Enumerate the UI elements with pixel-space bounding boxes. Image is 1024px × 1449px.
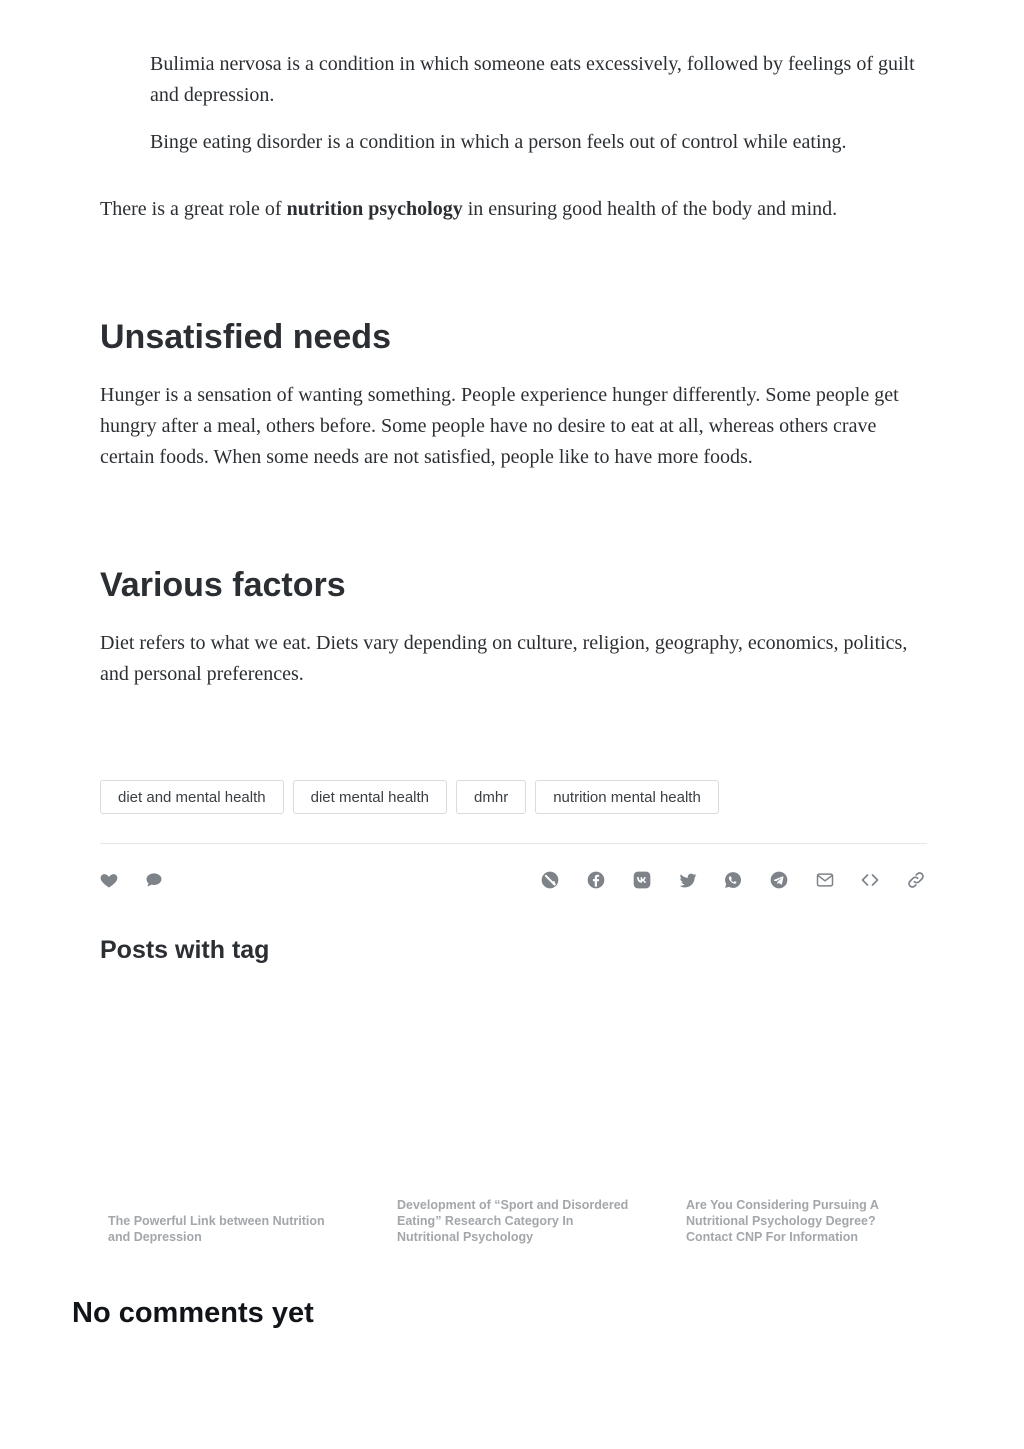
related-post-link[interactable]: Development of “Sport and Disordered Eating” Research Category In Nutritional Psychology — [397, 1198, 629, 1244]
link-icon[interactable] — [904, 868, 928, 892]
quote-bulimia: Bulimia nervosa is a condition in which someone eats excessively, followed by feelings of guilt and depression. — [150, 53, 915, 106]
divider — [100, 843, 927, 844]
quote-binge-eating: Binge eating disorder is a condition in which a person feels out of control while eating. — [150, 131, 847, 153]
tag-diet-and-mental-health[interactable]: diet and mental health — [100, 780, 284, 814]
bold-link-nutrition-psychology: nutrition psychology — [286, 198, 463, 220]
tag-dmhr[interactable]: dmhr — [456, 780, 526, 814]
email-icon[interactable] — [813, 868, 837, 892]
paragraph-text: There is a great role of — [100, 198, 287, 220]
tag-nutrition-mental-health[interactable]: nutrition mental health — [535, 780, 719, 814]
posts-with-tag-heading: Posts with tag — [100, 936, 270, 964]
related-post-link[interactable]: Are You Considering Pursuing A Nutritional Psychology Degree? Contact CNP For Information — [686, 1198, 879, 1244]
whatsapp-icon[interactable] — [721, 868, 745, 892]
heart-icon[interactable] — [97, 868, 121, 892]
heading-various-factors: Various factors — [100, 566, 346, 604]
paragraph-diet: Diet refers to what we eat. Diets vary depending on culture, religion, geography, economics, politics, and personal preferences. — [100, 632, 908, 685]
livejournal-icon[interactable] — [538, 868, 562, 892]
vk-icon[interactable] — [630, 868, 654, 892]
comment-icon[interactable] — [142, 868, 166, 892]
telegram-icon[interactable] — [767, 868, 791, 892]
embed-code-icon[interactable] — [858, 868, 882, 892]
facebook-icon[interactable] — [584, 868, 608, 892]
twitter-icon[interactable] — [676, 868, 700, 892]
paragraph-nutrition-psychology — [100, 194, 930, 225]
comments-heading: No comments yet — [72, 1297, 314, 1329]
paragraph-hunger: Hunger is a sensation of wanting something. People experience hunger differently. Some people get hungry after a meal, others before. Some people have no desire to eat at all, whereas others crave certain foods. When some needs are not satisfied, people like to have more foods. — [100, 384, 899, 468]
related-post-link[interactable]: The Powerful Link between Nutrition and Depression — [108, 1214, 325, 1244]
heading-unsatisfied-needs: Unsatisfied needs — [100, 318, 391, 356]
tag-list — [100, 780, 719, 814]
paragraph-text: in ensuring good health of the body and mind. — [462, 198, 838, 220]
tag-diet-mental-health[interactable]: diet mental health — [293, 780, 447, 814]
